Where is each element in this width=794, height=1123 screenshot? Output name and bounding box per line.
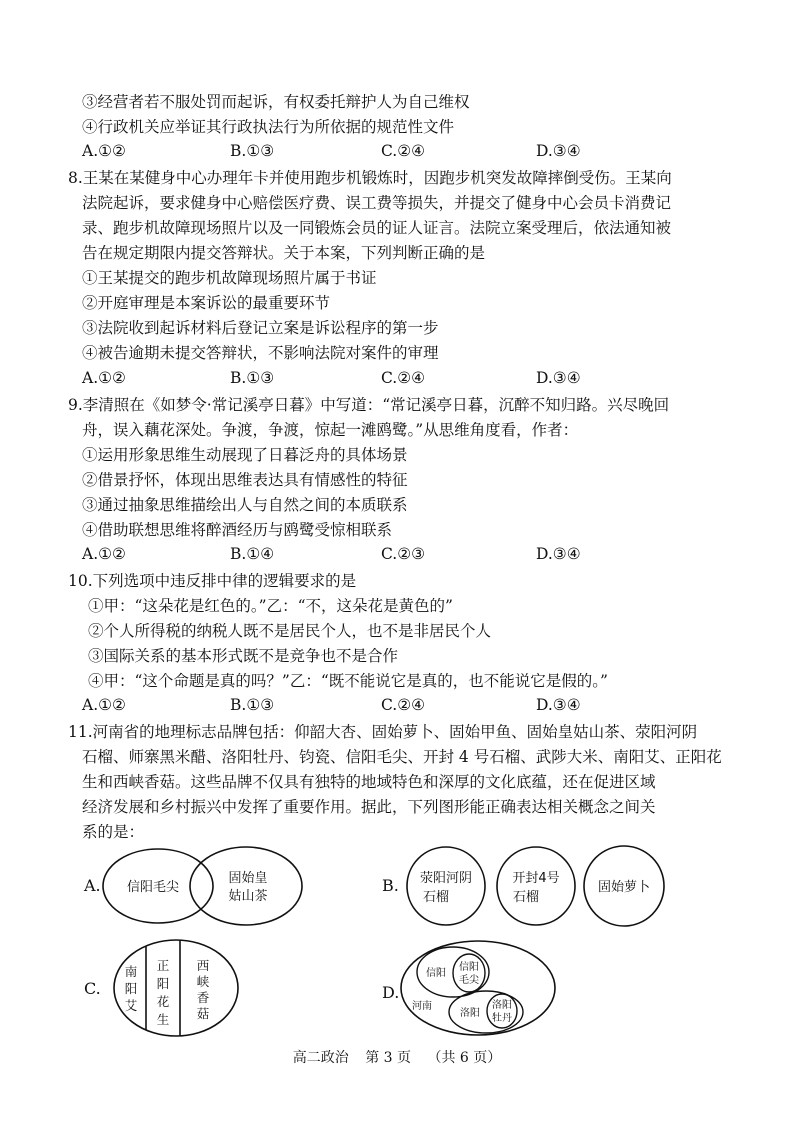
q8-option-b: B.①③ xyxy=(230,369,275,387)
diagram-c-col1-char-3: 艾 xyxy=(124,998,138,1013)
diagram-d-luoyang-text: 洛阳 xyxy=(460,1008,480,1019)
footer-total-pages: （共 6 页） xyxy=(427,1050,502,1066)
diagram-d-mudan-text-1: 洛阳 xyxy=(492,1000,512,1011)
diagram-d-mudan-text-2: 牡丹 xyxy=(492,1013,512,1024)
diagram-c-col3-char-2: 峡 xyxy=(196,974,210,989)
q8-item-3: ③法院收到起诉材料后登记立案是诉讼程序的第一步 xyxy=(82,319,439,337)
diagram-b-circle-2 xyxy=(497,847,575,925)
q9-options xyxy=(0,545,794,565)
q10-item-2: ②个人所得税的纳税人既不是居民个人，也不是非居民个人 xyxy=(88,622,492,640)
diagram-c-col3-char-4: 菇 xyxy=(196,1006,210,1021)
diagram-c-col2-char-2: 阳 xyxy=(156,976,170,991)
q8-option-a: A.①② xyxy=(82,369,126,387)
q8-options xyxy=(0,369,794,389)
diagram-c-col1-char-2: 阳 xyxy=(124,981,138,996)
q7-item-4: ④行政机关应举证其行政执法行为所依据的规范性文件 xyxy=(82,118,455,136)
q7-option-c: C.②④ xyxy=(381,142,426,160)
diagram-b-circle-2-text-2: 石榴 xyxy=(512,890,540,905)
q9-item-2: ②借景抒怀，体现出思维表达具有情感性的特征 xyxy=(82,471,408,489)
q7-item-3: ③经营者若不服处罚而起诉，有权委托辩护人为自己维权 xyxy=(82,93,470,111)
diagram-b-circle-2-text-1: 开封4号 xyxy=(512,871,560,886)
diagram-c-col1-char-1: 南 xyxy=(124,964,138,979)
q8-item-1: ①王某提交的跑步机故障现场照片属于书证 xyxy=(82,269,377,287)
diagram-b-label: B. xyxy=(382,876,399,895)
q7-option-a: A.①② xyxy=(82,142,126,160)
diagram-d-henan-text: 河南 xyxy=(412,1001,432,1012)
q11-stem-line-3: 生和西峡香菇。这些品牌不仅具有独特的地域特色和深厚的文化底蕴，还在促进区域 xyxy=(82,773,656,791)
diagram-a-label: A. xyxy=(84,876,101,895)
q10-option-c: C.②④ xyxy=(381,696,426,714)
diagram-a xyxy=(80,845,320,930)
q8-option-d: D.③④ xyxy=(536,369,581,387)
q11-stem-line-5: 系的是： xyxy=(82,823,145,841)
diagram-c xyxy=(80,938,260,1040)
diagram-d xyxy=(378,936,568,1038)
q9-item-1: ①运用形象思维生动展现了日暮泛舟的具体场景 xyxy=(82,446,408,464)
q9-item-4: ④借助联想思维将醉酒经历与鸥鹭受惊相联系 xyxy=(82,521,393,539)
q8-item-2: ②开庭审理是本案诉讼的最重要环节 xyxy=(82,294,331,312)
diagram-d-maojian-ellipse xyxy=(453,954,485,992)
q8-stem-line-3: 录、跑步机故障现场照片以及一同锻炼会员的证人证言。法院立案受理后，依法通知被 xyxy=(82,219,672,237)
diagram-a-right-text-2: 姑山茶 xyxy=(228,889,268,904)
q9-option-d: D.③④ xyxy=(536,545,581,563)
footer-subject: 高二政治 xyxy=(292,1050,349,1066)
q11-stem-line-2: 石榴、师寨黑米醋、洛阳牡丹、钧瓷、信阳毛尖、开封 4 号石榴、武陟大米、南阳艾、正阳花 xyxy=(82,748,722,766)
diagram-a-left-text: 信阳毛尖 xyxy=(126,880,180,895)
q8-stem-line-1: 8.王某在某健身中心办理年卡并使用跑步机锻炼时，因跑步机突发故障摔倒受伤。王某向 xyxy=(68,169,672,187)
q11-stem-line-1: 11.河南省的地理标志品牌包括：仰韶大杏、固始萝卜、固始甲鱼、固始皇姑山茶、荥阳河阴 xyxy=(68,723,698,741)
q9-option-a: A.①② xyxy=(82,545,126,563)
q9-option-b: B.①④ xyxy=(230,545,275,563)
diagram-b-circle-1 xyxy=(407,847,485,925)
diagram-b-circle-3-text: 固始萝卜 xyxy=(597,880,651,895)
q10-option-d: D.③④ xyxy=(536,696,581,714)
q10-stem: 10.下列选项中违反排中律的逻辑要求的是 xyxy=(68,572,357,590)
diagram-a-right-ellipse xyxy=(190,847,302,925)
diagram-b-circle-1-text-1: 荥阳河阴 xyxy=(419,871,473,886)
footer-page-number: 第 3 页 xyxy=(365,1050,411,1066)
q8-stem-line-4: 告在规定期限内提交答辩状。关于本案，下列判断正确的是 xyxy=(82,244,486,262)
diagram-c-col2-char-4: 生 xyxy=(156,1012,170,1027)
q7-options xyxy=(0,142,794,162)
diagram-b xyxy=(378,845,688,930)
diagram-c-col2-char-1: 正 xyxy=(156,958,170,973)
q9-option-c: C.②③ xyxy=(381,545,426,563)
q10-option-a: A.①② xyxy=(82,696,126,714)
q9-item-3: ③通过抽象思维描绘出人与自然之间的本质联系 xyxy=(82,496,408,514)
diagram-d-maojian-text-1: 信阳 xyxy=(459,962,479,973)
q9-stem-line-1: 9.李清照在《如梦令·常记溪亭日暮》中写道：“常记溪亭日暮，沉醉不知归路。兴尽晚回 xyxy=(68,396,670,414)
q9-stem-line-2: 舟，误入藕花深处。争渡，争渡，惊起一滩鸥鹭。”从思维角度看，作者： xyxy=(82,421,579,439)
q8-option-c: C.②④ xyxy=(381,369,426,387)
diagram-c-col3-char-1: 西 xyxy=(196,958,210,973)
q7-option-b: B.①③ xyxy=(230,142,275,160)
q8-stem-line-2: 法院起诉，要求健身中心赔偿医疗费、误工费等损失，并提交了健身中心会员卡消费记 xyxy=(82,194,672,212)
diagram-d-xinyang-text: 信阳 xyxy=(426,968,446,979)
q8-item-4: ④被告逾期未提交答辩状，不影响法院对案件的审理 xyxy=(82,344,439,362)
diagram-d-maojian-text-2: 毛尖 xyxy=(459,975,479,986)
diagram-c-col2-char-3: 花 xyxy=(156,994,170,1009)
q10-options xyxy=(0,696,794,716)
page-footer xyxy=(0,1047,794,1067)
q10-item-3: ③国际关系的基本形式既不是竞争也不是合作 xyxy=(88,647,399,665)
diagram-a-right-text-1: 固始皇 xyxy=(228,871,268,886)
q10-item-1: ①甲：“这朵花是红色的。”乙：“不，这朵花是黄色的” xyxy=(88,597,453,615)
q10-option-b: B.①③ xyxy=(230,696,275,714)
q11-stem-line-4: 经济发展和乡村振兴中发挥了重要作用。据此，下列图形能正确表达相关概念之间关 xyxy=(82,798,656,816)
diagram-c-label: C. xyxy=(84,979,101,998)
q10-item-4: ④甲：“这个命题是真的吗？”乙：“既不能说它是真的，也不能说它是假的。” xyxy=(88,672,608,690)
q7-option-d: D.③④ xyxy=(536,142,581,160)
diagram-d-label: D. xyxy=(382,983,400,1002)
diagram-b-circle-1-text-2: 石榴 xyxy=(422,890,450,905)
diagram-c-col3-char-3: 香 xyxy=(196,990,210,1005)
